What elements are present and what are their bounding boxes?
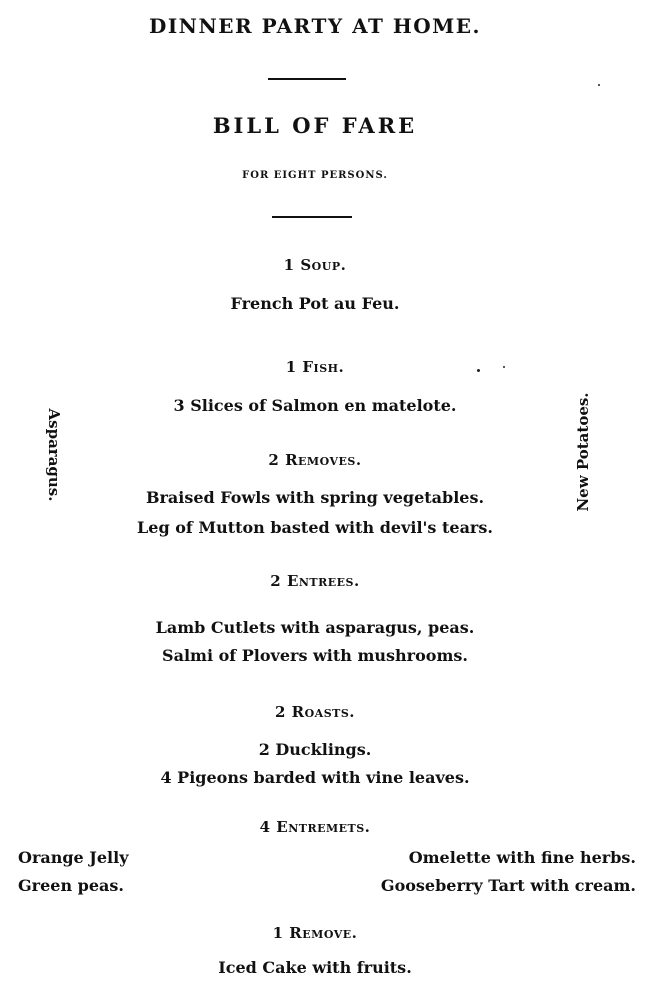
dish-roasts-1: 2 Ducklings.: [258, 740, 372, 759]
course-entrees-heading: 2 Entrees.: [270, 572, 360, 590]
divider-top: [268, 78, 346, 80]
course-removes-heading: 2 Removes.: [268, 451, 362, 469]
entremets-left-column: [18, 844, 129, 900]
print-speck: [503, 366, 505, 368]
course-remove-final-heading: 1 Remove.: [272, 924, 358, 942]
entremets-right-column: [381, 844, 636, 900]
dish-roasts-2: 4 Pigeons barded with vine leaves.: [160, 768, 470, 787]
print-speck: [598, 84, 600, 86]
dish-entrees-1: Lamb Cutlets with asparagus, peas.: [155, 618, 475, 637]
dish-entremets-left-2: Green peas.: [18, 876, 124, 895]
bill-of-fare-heading: BILL OF FARE: [212, 113, 418, 138]
divider-bottom: [272, 216, 352, 218]
course-roasts-heading: 2 Roasts.: [274, 703, 356, 721]
print-speck: [477, 369, 480, 372]
course-entremets-heading: 4 Entremets.: [259, 818, 371, 836]
dish-entremets-right-1: Omelette with fine herbs.: [408, 848, 636, 867]
persons-caption: FOR EIGHT PERSONS.: [242, 170, 388, 181]
dish-removes-1: Braised Fowls with spring vegetables.: [145, 488, 485, 507]
dish-removes-2: Leg of Mutton basted with devil's tears.: [137, 518, 493, 537]
dish-entremets-left-1: Orange Jelly: [18, 848, 129, 867]
page-title: DINNER PARTY AT HOME.: [148, 14, 482, 38]
course-fish-heading: 1 Fish.: [285, 358, 345, 376]
dish-fish-1: 3 Slices of Salmon en matelote.: [173, 396, 457, 415]
course-soup-heading: 1 Soup.: [283, 256, 347, 274]
dish-entrees-2: Salmi of Plovers with mushrooms.: [162, 646, 468, 665]
side-dish-left-vertical: Asparagus.: [45, 408, 63, 502]
side-dish-right-vertical: New Potatoes.: [574, 392, 592, 512]
dish-entremets-right-2: Gooseberry Tart with cream.: [380, 876, 636, 895]
dish-remove-final-1: Iced Cake with fruits.: [218, 958, 412, 977]
dish-soup-1: French Pot au Feu.: [230, 294, 400, 313]
